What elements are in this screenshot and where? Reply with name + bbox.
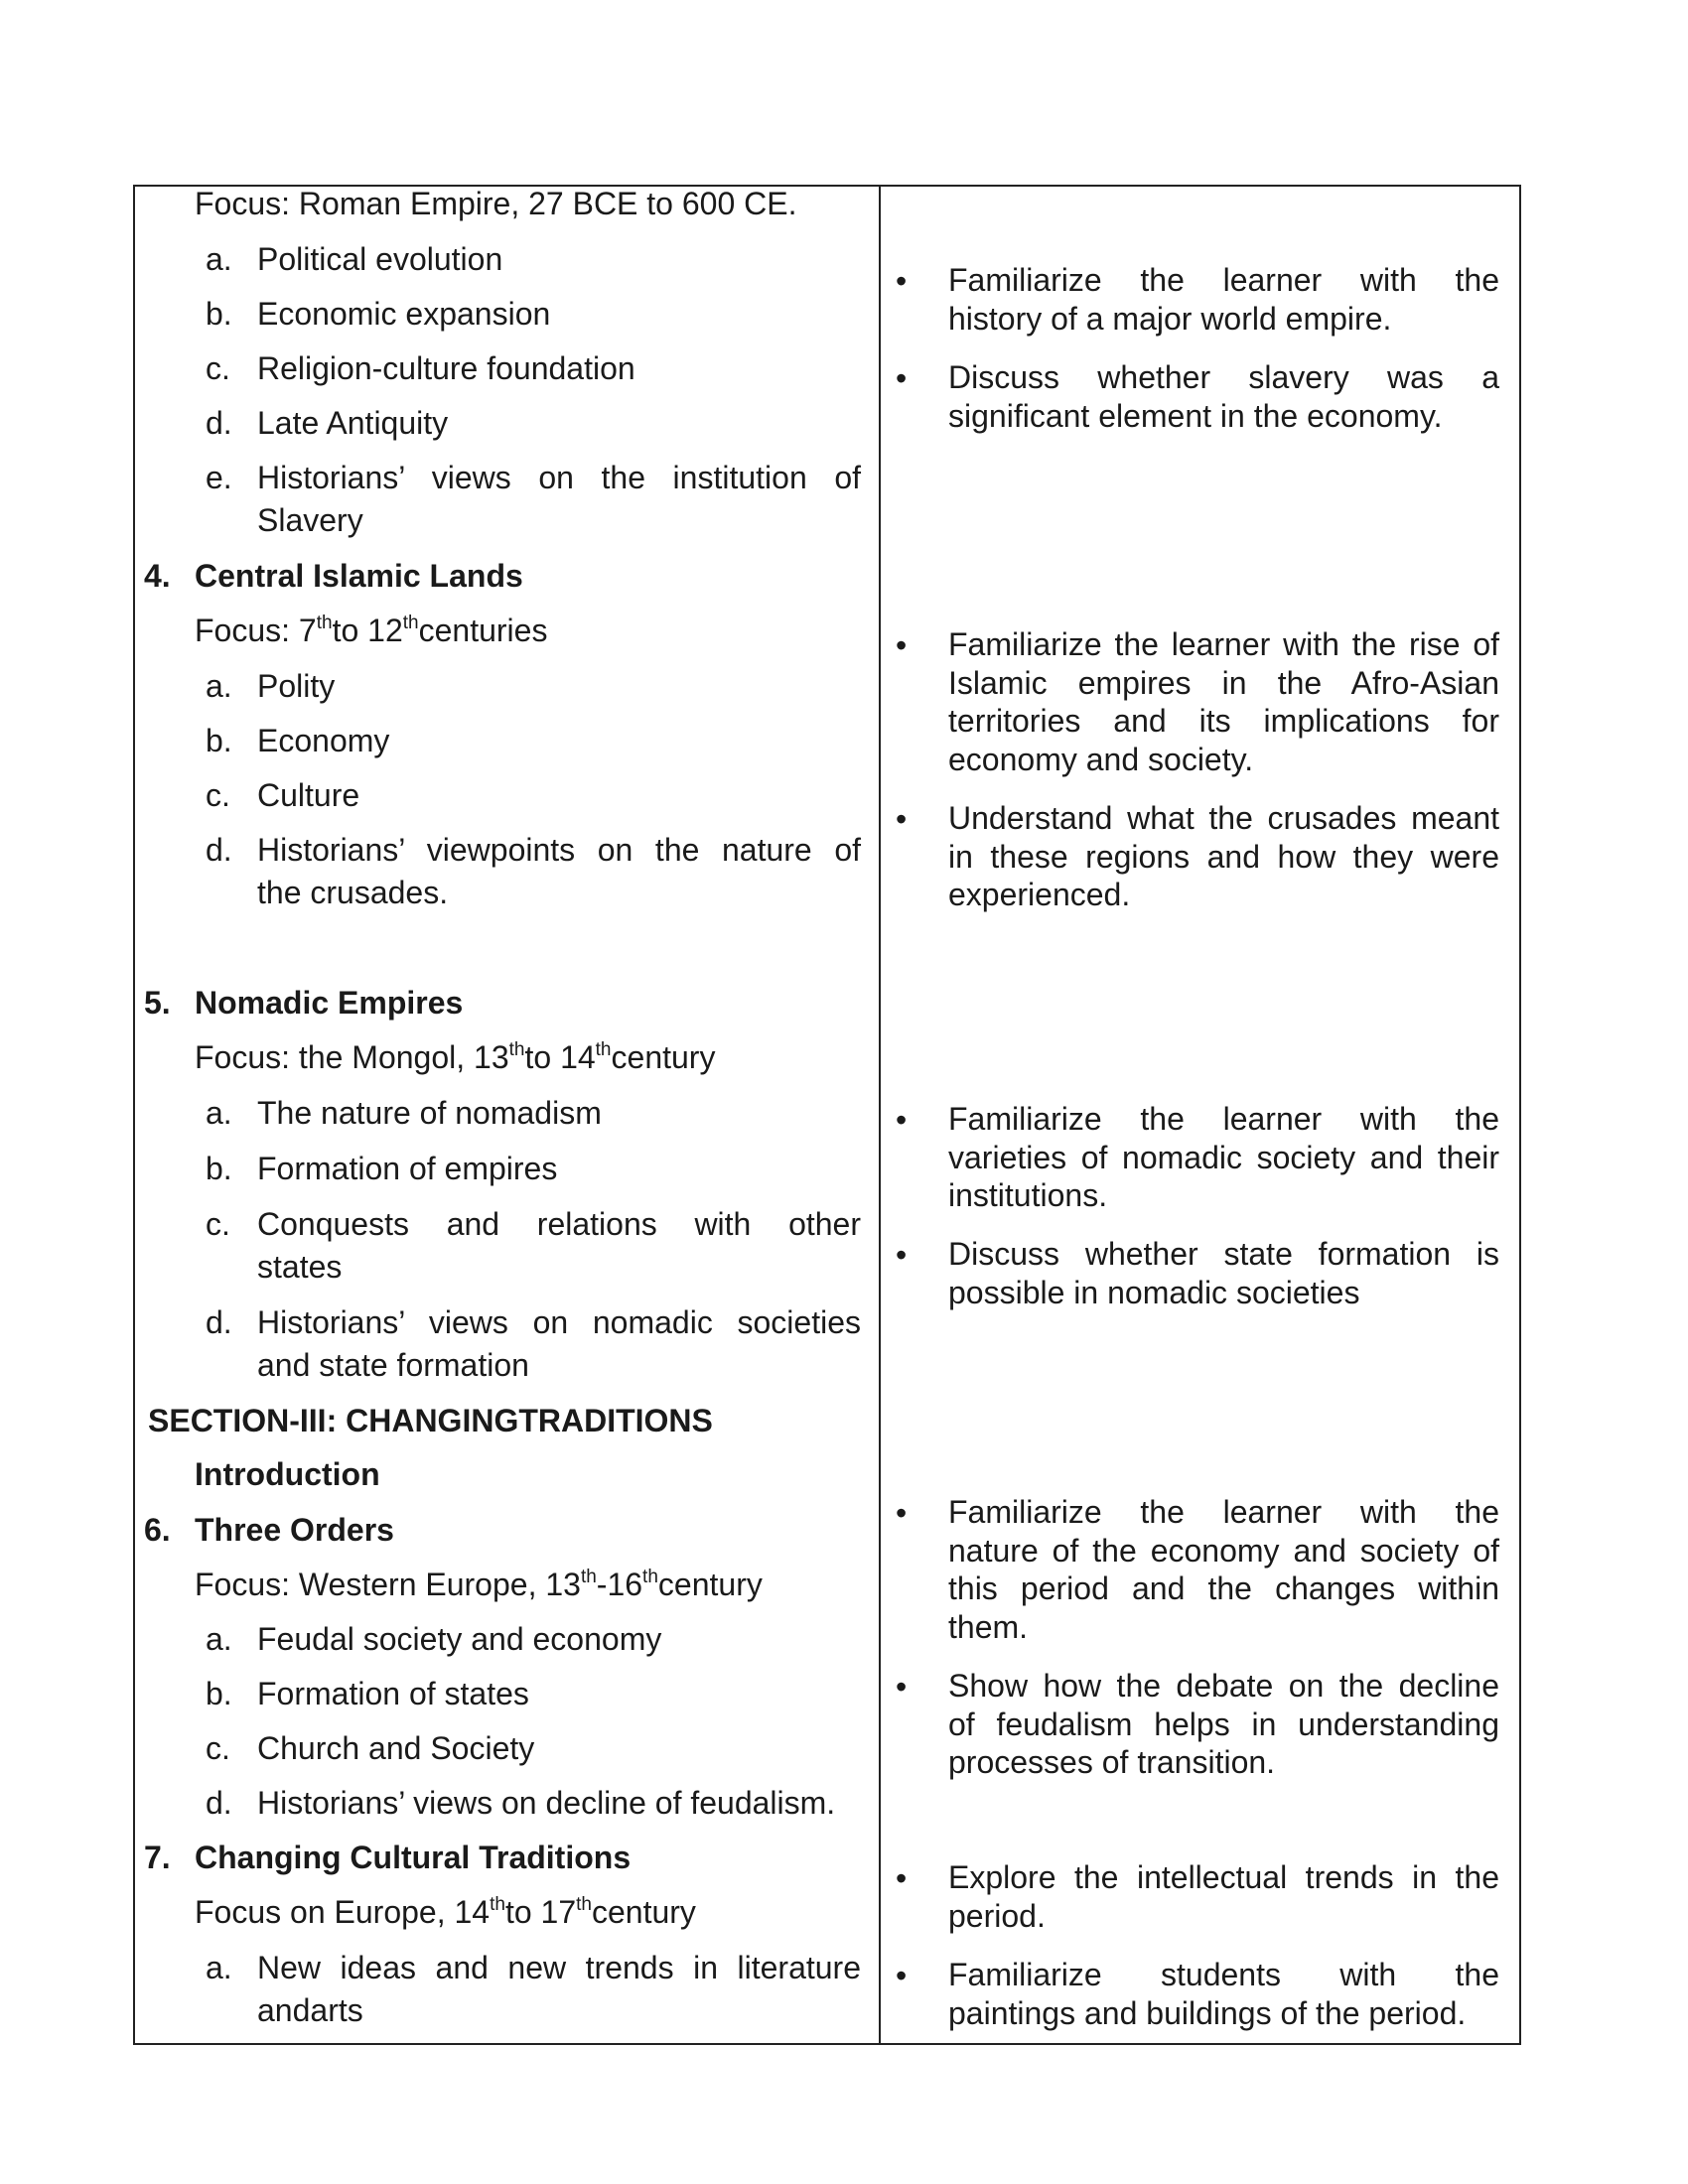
section-title: Central Islamic Lands [195,558,523,594]
section-focus: Focus: 7thto 12thcenturies [195,613,548,648]
column-divider [879,187,881,2043]
list-marker: c. [206,777,230,813]
list-item: Economic expansion [257,296,551,332]
list-item: Historians’ views on nomadic societies [257,1304,861,1340]
list-item-continuation: the crusades. [257,875,449,910]
list-item: Formation of states [257,1676,529,1711]
list-marker: c. [206,1206,230,1242]
list-marker: b. [206,296,232,332]
list-marker: a. [206,1095,232,1131]
bullet-icon: • [896,1958,908,1993]
list-item: The nature of nomadism [257,1095,602,1131]
bullet-icon: • [896,1860,908,1896]
list-marker: a. [206,1950,232,1985]
list-item: Late Antiquity [257,405,449,441]
bullet-icon: • [896,1102,908,1138]
objective-text: Familiarize the learner with the nature of the economy and society of this period and the changes within them. [948,1494,1499,1645]
objective-text: Familiarize the learner with the varieties of nomadic society and their institutions. [948,1101,1499,1214]
section-focus: Focus: Western Europe, 13th-16thcentury [195,1567,763,1602]
bullet-icon: • [896,801,908,837]
objective-text: Show how the debate on the decline of feudalism helps in understanding processes of transition. [948,1668,1499,1781]
objective-text: Familiarize students with the paintings and buildings of the period. [948,1957,1499,2031]
list-item: Culture [257,777,360,813]
objective-text: Familiarize the learner with the rise of Islamic empires in the Afro-Asian territories and its implications for economy and society. [948,626,1499,777]
list-marker: a. [206,241,232,277]
list-item-continuation: states [257,1249,343,1285]
objective-text: Discuss whether state formation is possible in nomadic societies [948,1236,1499,1310]
section-title: Changing Cultural Traditions [195,1840,632,1875]
list-marker: a. [206,668,232,704]
list-marker: e. [206,460,232,495]
objective-text: Discuss whether slavery was a significant element in the economy. [948,359,1499,434]
bullet-icon: • [896,627,908,663]
section-title: Three Orders [195,1512,394,1548]
list-marker: b. [206,1676,232,1711]
list-item-continuation: Slavery [257,502,363,538]
list-marker: c. [206,350,230,386]
section-focus: Focus: the Mongol, 13thto 14thcentury [195,1039,716,1075]
bullet-icon: • [896,360,908,396]
list-item: Formation of empires [257,1151,558,1186]
roman-focus: Focus: Roman Empire, 27 BCE to 600 CE. [195,186,797,221]
section-title: Nomadic Empires [195,985,464,1021]
bullet-icon: • [896,1669,908,1705]
objective-text: Familiarize the learner with the history of a major world empire. [948,262,1499,337]
list-marker: d. [206,832,232,868]
list-item: Feudal society and economy [257,1621,662,1657]
list-item: Historians’ views on decline of feudalism. [257,1785,836,1821]
section-number: 4. [144,558,171,594]
section-number: 5. [144,985,171,1021]
bullet-icon: • [896,1495,908,1531]
list-marker: c. [206,1730,230,1766]
list-item: Church and Society [257,1730,535,1766]
list-marker: d. [206,405,232,441]
list-marker: b. [206,723,232,758]
section-number: 6. [144,1512,171,1548]
list-marker: d. [206,1304,232,1340]
objective-text: Understand what the crusades meant in these regions and how they were experienced. [948,800,1499,913]
bullet-icon: • [896,263,908,299]
list-item: Political evolution [257,241,503,277]
objective-text: Explore the intellectual trends in the period. [948,1859,1499,1934]
list-item-continuation: and state formation [257,1347,529,1383]
introduction-heading: Introduction [195,1456,380,1492]
list-item: Historians’ views on the institution of [257,460,861,495]
list-item-continuation: andarts [257,1992,363,2028]
list-item: New ideas and new trends in literature [257,1950,861,1985]
list-item: Economy [257,723,390,758]
list-marker: a. [206,1621,232,1657]
list-marker: d. [206,1785,232,1821]
section-number: 7. [144,1840,171,1875]
list-item: Historians’ viewpoints on the nature of [257,832,861,868]
list-item: Religion-culture foundation [257,350,635,386]
list-item: Polity [257,668,336,704]
list-item: Conquests and relations with other [257,1206,861,1242]
section-focus: Focus on Europe, 14thto 17thcentury [195,1894,696,1930]
list-marker: b. [206,1151,232,1186]
section-heading: SECTION-III: CHANGINGTRADITIONS [148,1403,713,1438]
bullet-icon: • [896,1237,908,1273]
